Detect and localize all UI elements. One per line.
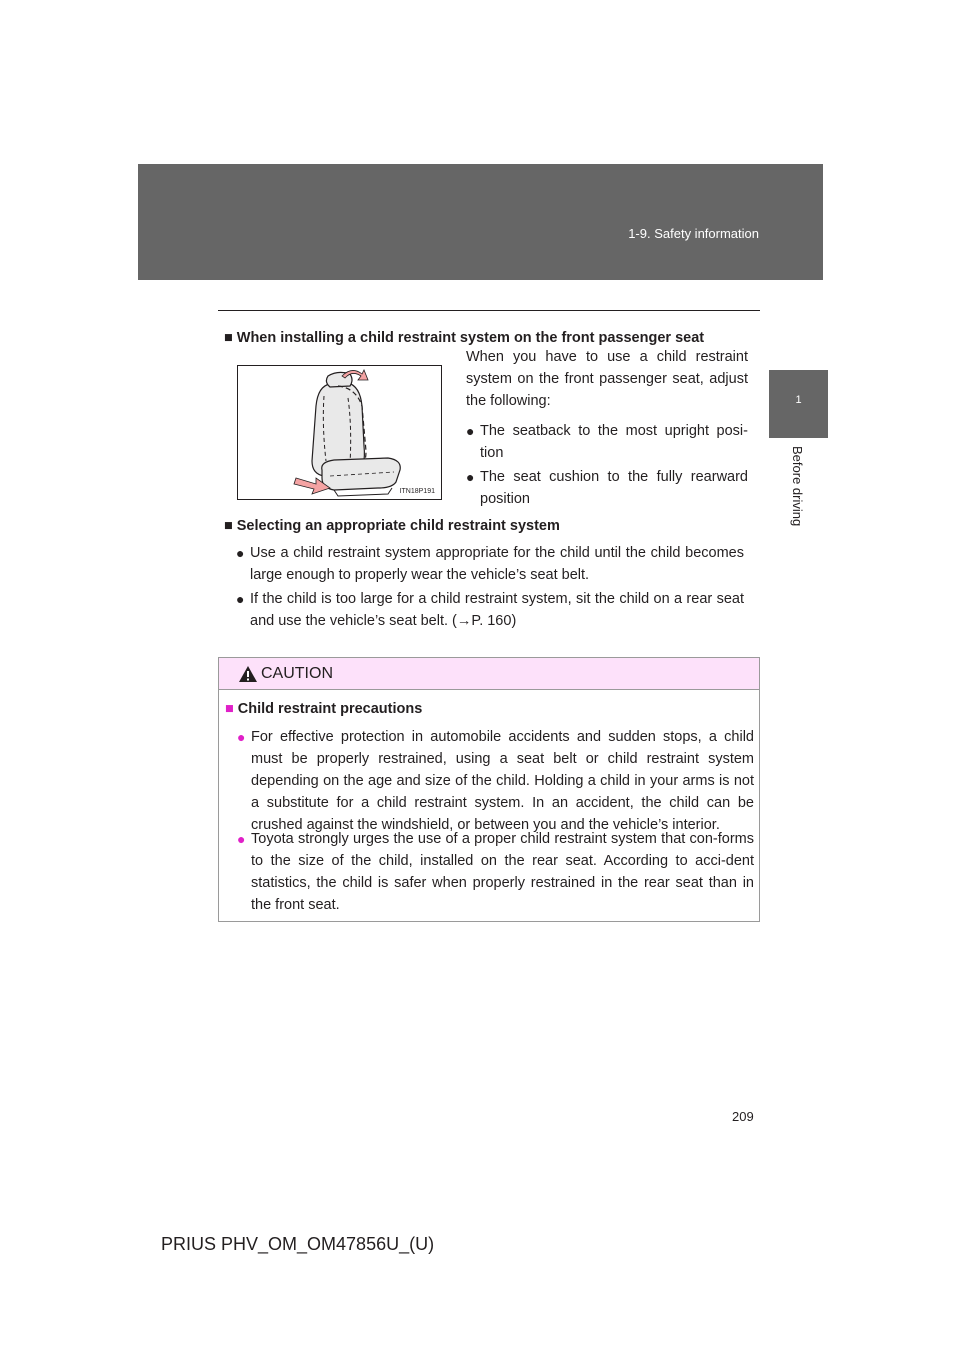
bullet-dot-icon: ● — [236, 545, 245, 561]
caution-bullet — [237, 828, 754, 916]
caution-heading — [225, 701, 422, 717]
caution-heading-text: Child restraint precautions — [237, 701, 423, 717]
section2-bullet — [236, 588, 744, 632]
square-bullet-icon: ■ — [224, 330, 233, 346]
bullet-dot-icon: ● — [466, 423, 475, 439]
bullet-text: Toyota strongly urges the use of a proper child restraint system that con-forms to the size of the child, installed on the rear seat. According to acci-dent statistics, the child is safer when properly restrained in the rear seat than in the front seat. — [251, 831, 754, 913]
page-number: 209 — [732, 1109, 754, 1124]
figure-code: ITN18P191 — [399, 488, 435, 495]
caution-title: CAUTION — [261, 665, 333, 682]
bullet-text: The seat cushion to the fully rearward position — [480, 469, 748, 507]
footer-document-code: PRIUS PHV_OM_OM47856U_(U) — [161, 1234, 435, 1254]
header-band — [138, 164, 823, 280]
section2-bullet — [236, 542, 744, 586]
bullet-dot-icon: ● — [236, 591, 245, 607]
section1-heading-text: When installing a child restraint system on the front passenger seat — [236, 330, 705, 346]
seat-adjustment-figure — [237, 365, 442, 500]
square-bullet-icon: ■ — [224, 518, 233, 534]
section-title: 1-9. Safety information — [628, 226, 759, 241]
bullet-text: The seatback to the most upright posi-tion — [480, 423, 748, 461]
bullet-text: Use a child restraint system appropriate for the child until the child becomes large enough to properly wear the vehicle’s seat belt. — [250, 545, 744, 583]
square-bullet-icon: ■ — [225, 701, 234, 717]
bullet-dot-icon: ● — [237, 831, 246, 847]
section1-heading — [224, 330, 704, 346]
caution-box — [218, 657, 760, 922]
chapter-tab — [769, 370, 828, 438]
section1-intro: When you have to use a child restraint system on the front passenger seat, adjust the following: — [466, 349, 748, 409]
section2-heading-text: Selecting an appropriate child restraint system — [236, 518, 560, 534]
chapter-number: 1 — [795, 394, 802, 406]
section1-bullet — [466, 466, 748, 510]
bullet-dot-icon: ● — [237, 729, 246, 745]
bullet-text: If the child is too large for a child restraint system, sit the child on a rear seat and use the vehicle’s seat belt. (→P. 160) — [250, 591, 744, 629]
bullet-dot-icon: ● — [466, 469, 475, 485]
caution-header — [219, 658, 759, 690]
caution-bullet — [237, 726, 754, 836]
warning-triangle-icon — [238, 665, 258, 683]
seat-illustration — [238, 366, 441, 499]
section1-bullet — [466, 420, 748, 464]
bullet-text: For effective protection in automobile accidents and sudden stops, a child must be properly restrained, using a seat belt or child restraint system depending on the age and size of the child. Holding a child in your arms is not a substitute for a child restraint system. In an accident, the child can be crushed against the windshield, or between you and the vehicle’s interior. — [251, 729, 754, 833]
chapter-label: Before driving — [790, 446, 805, 527]
section2-heading — [224, 518, 560, 534]
top-rule — [218, 310, 760, 311]
